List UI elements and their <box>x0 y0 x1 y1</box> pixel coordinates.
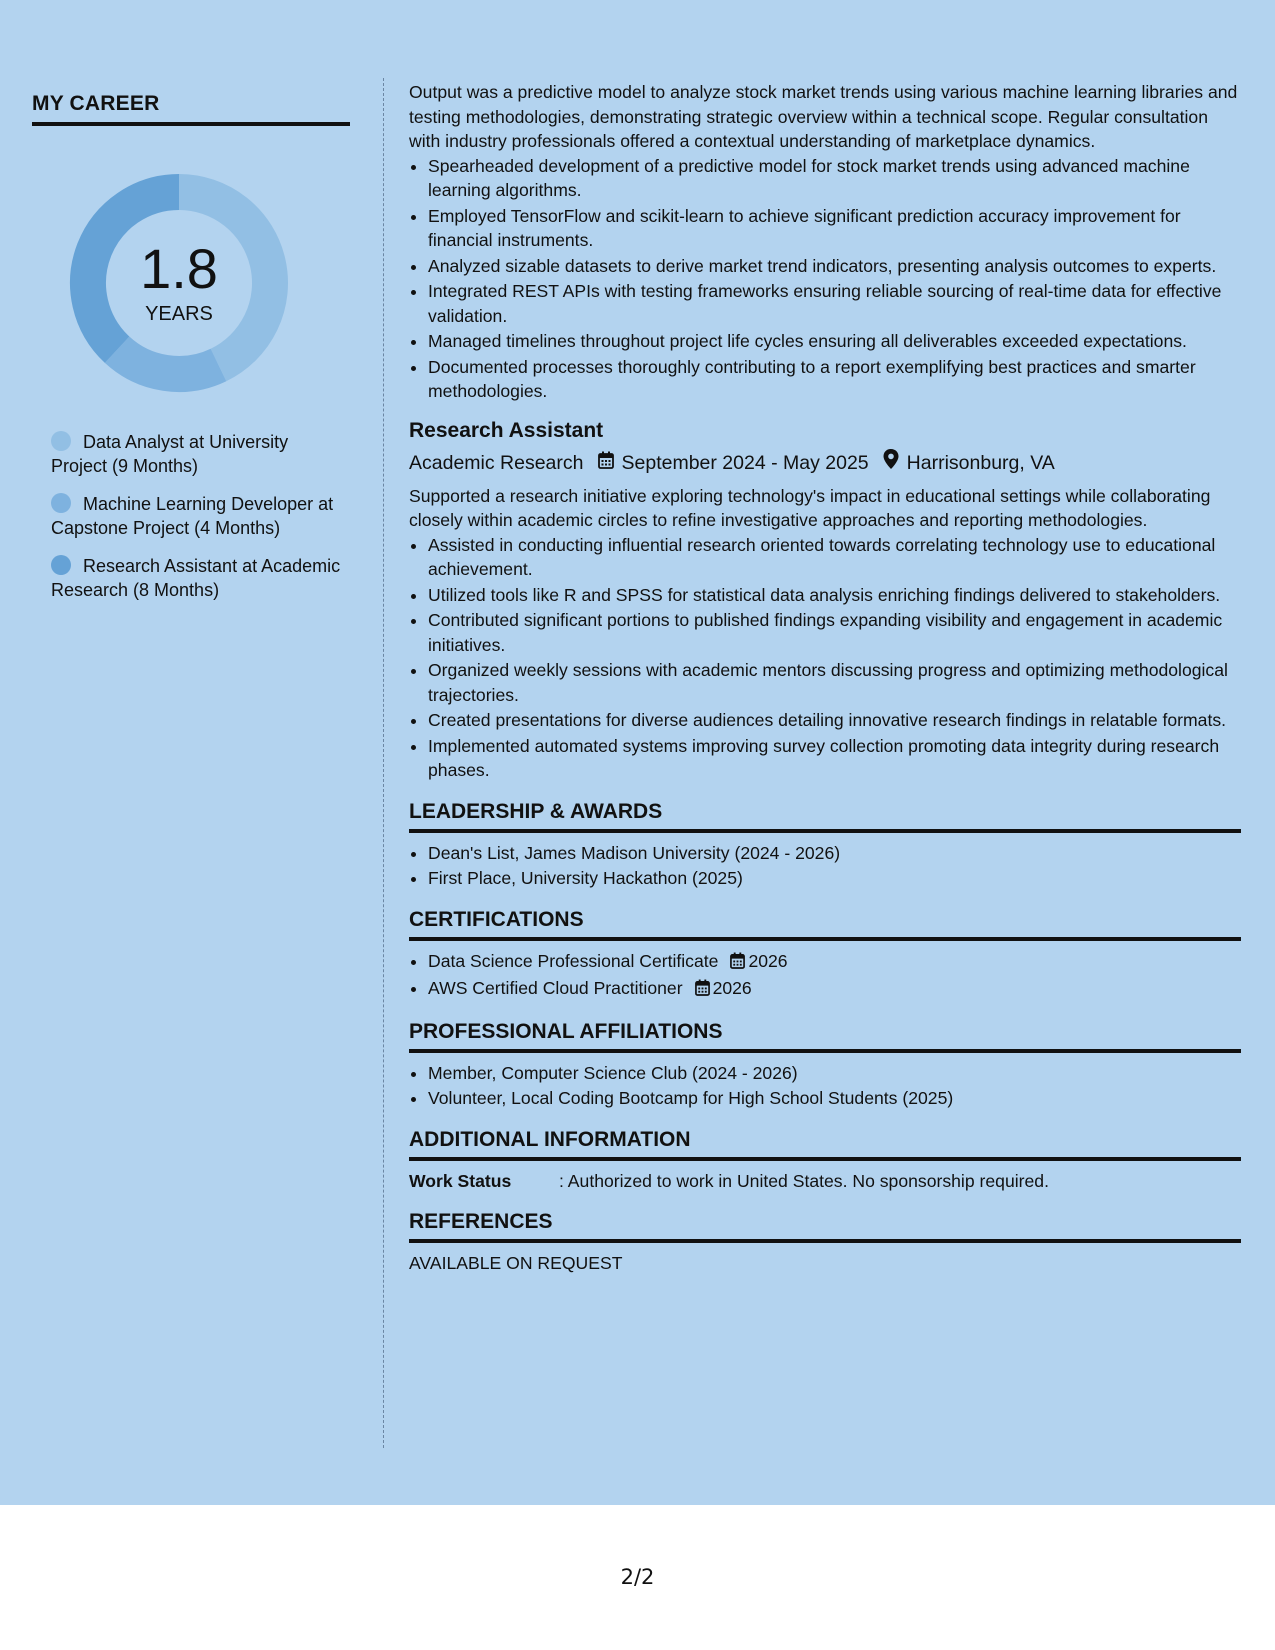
bullet-item: • Managed timelines throughout project life cycles ensuring all deliverables exceeded expectations. <box>428 329 1241 354</box>
certification-name: AWS Certified Cloud Practitioner <box>428 978 683 998</box>
work-status-value: : Authorized to work in United States. No sponsorship required. <box>559 1170 1049 1191</box>
certifications-section-title: CERTIFICATIONS <box>409 907 1241 941</box>
work-status-row <box>409 1169 1241 1194</box>
bullet-item: • Assisted in conducting influential research oriented towards correlating technology use to educational achievement. <box>428 533 1241 582</box>
legend-item <box>51 492 341 540</box>
project-bullets <box>409 154 1241 404</box>
bullet-item: • Organized weekly sessions with academic mentors discussing progress and optimizing methodological trajectories. <box>428 658 1241 707</box>
calendar-icon <box>695 978 710 1003</box>
job-meta <box>409 448 1241 478</box>
bullet-item: • Documented processes thoroughly contributing to a report exemplifying best practices and smarter methodologies. <box>428 355 1241 404</box>
certification-year: 2026 <box>748 950 788 971</box>
job-location: Harrisonburg, VA <box>906 451 1055 474</box>
calendar-icon <box>598 448 614 478</box>
career-donut-chart <box>66 170 292 396</box>
award-item: • First Place, University Hackathon (2025) <box>428 866 1241 891</box>
column-divider <box>383 78 384 1448</box>
affiliations-section-title: PROFESSIONAL AFFILIATIONS <box>409 1019 1241 1053</box>
main-column <box>409 80 1241 1276</box>
career-legend <box>51 430 350 602</box>
bullet-item: • Employed TensorFlow and scikit-learn to achieve significant prediction accuracy improvement for financial instruments. <box>428 204 1241 253</box>
career-sidebar <box>32 92 350 616</box>
certification-name: Data Science Professional Certificate <box>428 950 719 971</box>
affiliations-list <box>409 1061 1241 1111</box>
references-text: AVAILABLE ON REQUEST <box>409 1253 623 1273</box>
bullet-item: • Created presentations for diverse audiences detailing innovative research findings in relatable formats. <box>428 708 1241 733</box>
legend-label: Research Assistant at Academic Research (8 Months) <box>51 556 341 600</box>
leadership-list <box>409 841 1241 891</box>
affiliation-item: • Volunteer, Local Coding Bootcamp for High School Students (2025) <box>428 1086 1241 1111</box>
legend-item <box>51 430 341 478</box>
certification-year: 2026 <box>712 978 752 998</box>
bullet-item: • Analyzed sizable datasets to derive market trend indicators, presenting analysis outcomes to experts. <box>428 254 1241 279</box>
legend-dot-icon <box>51 493 71 513</box>
legend-label: Machine Learning Developer at Capstone Project (4 Months) <box>51 494 334 538</box>
certification-item <box>428 976 1241 1003</box>
career-title: MY CAREER <box>32 92 350 126</box>
career-years-unit: YEARS <box>145 302 213 325</box>
calendar-icon <box>730 951 745 976</box>
bullet-item: • Utilized tools like R and SPSS for statistical data analysis enriching findings delivered to stakeholders. <box>428 583 1241 608</box>
legend-dot-icon <box>51 555 71 575</box>
references-section-title: REFERENCES <box>409 1209 1241 1243</box>
job-dates: September 2024 - May 2025 <box>621 451 869 474</box>
bullet-item: • Contributed significant portions to published findings expanding visibility and engagement in academic initiatives. <box>428 608 1241 657</box>
career-years-value: 1.8 <box>140 236 218 300</box>
page-number: 2/2 <box>620 1565 655 1589</box>
certification-item <box>428 949 1241 976</box>
donut-center <box>66 170 292 396</box>
legend-item <box>51 554 341 602</box>
job-title: Research Assistant <box>409 418 604 442</box>
award-item: • Dean's List, James Madison University (2024 - 2026) <box>428 841 1241 866</box>
additional-info-section-title: ADDITIONAL INFORMATION <box>409 1127 1241 1161</box>
location-pin-icon <box>883 448 899 478</box>
work-status-label: Work Status <box>409 1170 512 1191</box>
job-summary: Supported a research initiative exploring technology's impact in educational settings while collaborating closely within academic circles to refine investigative approaches and reporting methodologies. <box>409 485 1211 530</box>
legend-dot-icon <box>51 431 71 451</box>
project-summary: Output was a predictive model to analyze stock market trends using various machine learning libraries and testing methodologies, demonstrating strategic overview within a technical scope. Regular consultation with industry professionals offered a contextual understanding of marketplace dynamics. <box>409 82 1238 151</box>
leadership-section-title: LEADERSHIP & AWARDS <box>409 799 1241 833</box>
legend-label: Data Analyst at University Project (9 Months) <box>51 432 289 476</box>
job-bullets <box>409 533 1241 783</box>
bullet-item: • Integrated REST APIs with testing frameworks ensuring reliable sourcing of real-time data for effective validation. <box>428 279 1241 328</box>
job-organization: Academic Research <box>409 451 584 474</box>
affiliation-item: • Member, Computer Science Club (2024 - 2026) <box>428 1061 1241 1086</box>
certifications-list <box>409 949 1241 1003</box>
bullet-item: • Implemented automated systems improving survey collection promoting data integrity during research phases. <box>428 734 1241 783</box>
bullet-item: • Spearheaded development of a predictive model for stock market trends using advanced machine learning algorithms. <box>428 154 1241 203</box>
